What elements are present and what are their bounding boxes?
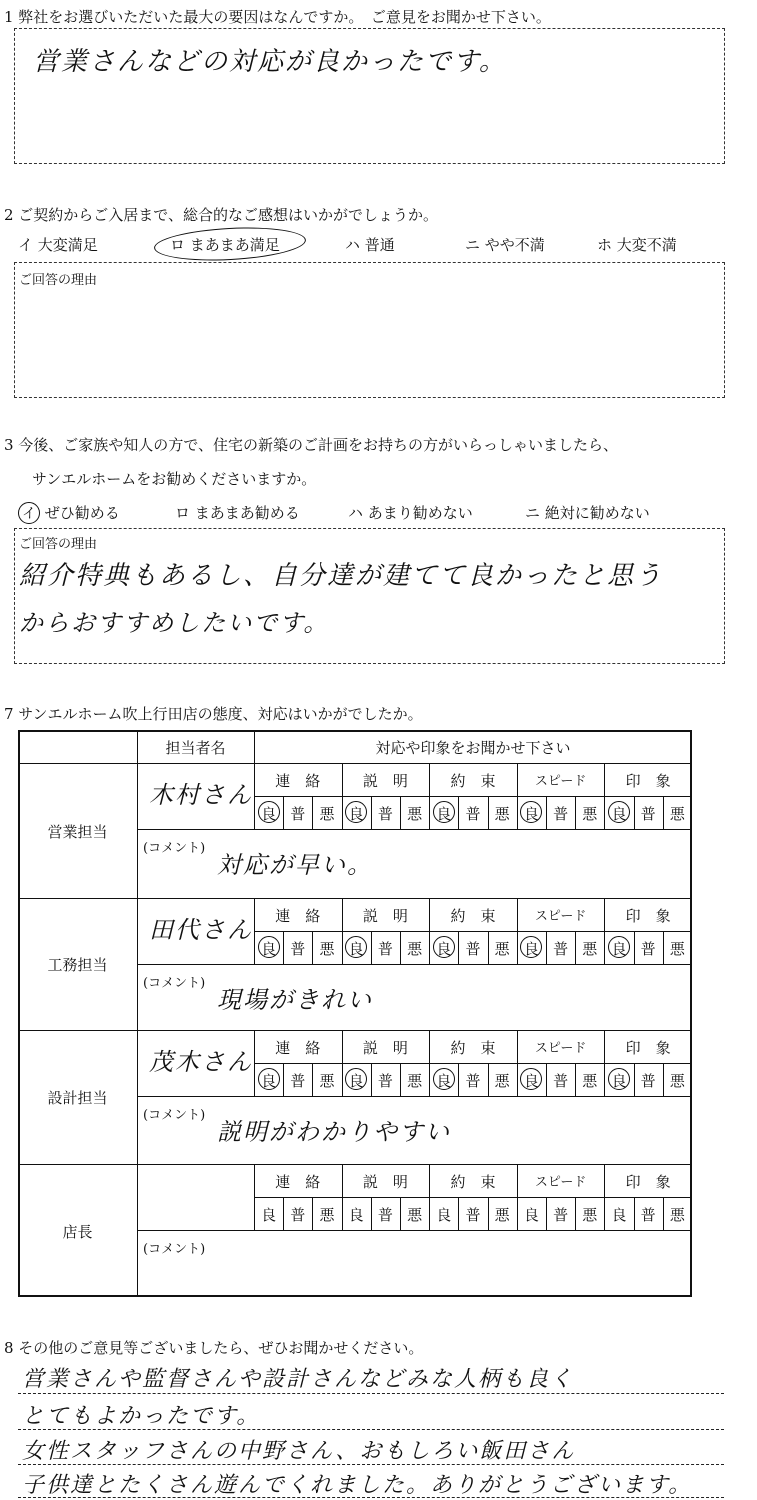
category-label: 説 明 bbox=[362, 1173, 408, 1191]
grade-selected-circle bbox=[258, 1068, 280, 1090]
grade-cell: 普 bbox=[465, 940, 481, 958]
grade-selected-circle bbox=[433, 1068, 455, 1090]
q3-option-4: ニ 絶対に勧めない bbox=[525, 504, 650, 522]
category-label: 説 明 bbox=[362, 772, 408, 790]
grade-cell: 悪 bbox=[494, 1072, 510, 1090]
comment-label: (コメント) bbox=[143, 1108, 206, 1123]
grade-cell: 普 bbox=[640, 805, 656, 823]
grade-cell: 悪 bbox=[494, 940, 510, 958]
grade-cell: 悪 bbox=[582, 940, 598, 958]
grade-cell: 悪 bbox=[669, 1206, 685, 1224]
q3-question-line1: 3 今後、ご家族や知人の方で、住宅の新築のご計画をお持ちの方がいらっしゃいましたら、 bbox=[4, 436, 619, 454]
category-label: 説 明 bbox=[362, 1039, 408, 1057]
grade-selected-circle bbox=[608, 1068, 630, 1090]
q1-answer: 営業さんなどの対応が良かったです。 bbox=[33, 47, 507, 77]
header-feedback: 対応や印象をお聞かせ下さい bbox=[375, 739, 571, 757]
header-staff-name: 担当者名 bbox=[165, 739, 226, 757]
role-label: 店長 bbox=[62, 1222, 93, 1241]
grade-cell: 良 bbox=[611, 1206, 627, 1224]
grade-cell: 普 bbox=[465, 1072, 481, 1090]
q2-reason-box bbox=[14, 262, 725, 398]
grade-cell: 普 bbox=[553, 940, 569, 958]
category-label: 連 絡 bbox=[275, 1173, 321, 1191]
grade-cell: 良 bbox=[611, 805, 627, 823]
q3-option-3: ハ あまり勧めない bbox=[348, 504, 473, 522]
comment-label: (コメント) bbox=[143, 976, 206, 991]
grade-cell: 悪 bbox=[494, 1206, 510, 1224]
grade-cell: 普 bbox=[290, 940, 306, 958]
grade-selected-circle bbox=[258, 936, 280, 958]
grade-cell: 良 bbox=[436, 1072, 452, 1090]
grade-cell: 普 bbox=[377, 805, 393, 823]
grade-cell: 悪 bbox=[669, 1072, 685, 1090]
grade-cell: 普 bbox=[377, 1072, 393, 1090]
q3-reason-label: ご回答の理由 bbox=[19, 537, 98, 552]
role-label: 設計担当 bbox=[47, 1089, 108, 1107]
grade-cell: 悪 bbox=[407, 940, 423, 958]
category-label: 印 象 bbox=[625, 772, 671, 790]
grade-cell: 良 bbox=[523, 1072, 539, 1090]
grade-cell: 良 bbox=[348, 1072, 364, 1090]
q8-question: 8 その他のご意見等ございましたら、ぜひお聞かせください。 bbox=[4, 1339, 424, 1357]
grade-cell: 普 bbox=[640, 1206, 656, 1224]
grade-cell: 普 bbox=[465, 1206, 481, 1224]
grade-selected-circle bbox=[433, 936, 455, 958]
category-label: スピード bbox=[534, 1041, 587, 1056]
q3-option-1 bbox=[18, 502, 120, 524]
grade-cell: 悪 bbox=[407, 805, 423, 823]
grade-cell: 悪 bbox=[582, 1072, 598, 1090]
category-label: スピード bbox=[534, 909, 587, 924]
q7-question: 7 サンエルホーム吹上行田店の態度、対応はいかがでしたか。 bbox=[4, 705, 423, 723]
q8-line-3: 女性スタッフさんの中野さん、おもしろい飯田さん bbox=[22, 1439, 576, 1464]
grade-cell: 悪 bbox=[582, 1206, 598, 1224]
staff-name: 茂木さん bbox=[149, 1048, 253, 1076]
grade-cell: 普 bbox=[553, 1072, 569, 1090]
q3-reason-line2: からおすすめしたいです。 bbox=[19, 609, 330, 637]
grade-cell: 良 bbox=[261, 1072, 277, 1090]
grade-cell: 普 bbox=[553, 1206, 569, 1224]
grade-cell: 良 bbox=[261, 940, 277, 958]
grade-selected-circle bbox=[608, 801, 630, 823]
category-label: 約 束 bbox=[450, 1039, 496, 1057]
grade-cell: 悪 bbox=[669, 940, 685, 958]
category-label: スピード bbox=[534, 774, 587, 789]
q3-option-1-label: ぜひ勧める bbox=[44, 504, 120, 522]
grade-selected-circle bbox=[433, 801, 455, 823]
staff-comment: 説明がわかりやすい bbox=[217, 1118, 451, 1146]
grade-cell: 普 bbox=[290, 805, 306, 823]
grade-cell: 普 bbox=[640, 1072, 656, 1090]
grade-cell: 普 bbox=[377, 940, 393, 958]
grade-cell: 普 bbox=[290, 1206, 306, 1224]
grade-cell: 悪 bbox=[319, 805, 335, 823]
grade-cell: 普 bbox=[553, 805, 569, 823]
category-label: 約 束 bbox=[450, 772, 496, 790]
role-label: 営業担当 bbox=[47, 822, 108, 841]
staff-comment: 対応が早い。 bbox=[217, 851, 373, 879]
q8-line-4: 子供達とたくさん遊んでくれました。ありがとうございます。 bbox=[22, 1473, 693, 1498]
q1-question: 1 弊社をお選びいただいた最大の要因はなんですか。 ご意見をお聞かせ下さい。 bbox=[4, 8, 551, 26]
grade-cell: 悪 bbox=[494, 805, 510, 823]
staff-name: 木村さん bbox=[149, 781, 253, 809]
grade-cell: 良 bbox=[261, 1206, 277, 1224]
category-label: 約 束 bbox=[450, 907, 496, 925]
grade-cell: 良 bbox=[436, 1206, 452, 1224]
q8-line-1: 営業さんや監督さんや設計さんなどみな人柄も良く bbox=[22, 1367, 575, 1392]
grade-cell: 悪 bbox=[319, 940, 335, 958]
category-label: 印 象 bbox=[625, 907, 671, 925]
grade-cell: 悪 bbox=[669, 805, 685, 823]
q3-option-2: ロ まあまあ勧める bbox=[175, 504, 300, 522]
category-label: 印 象 bbox=[625, 1173, 671, 1191]
q2-option-5: ホ 大変不満 bbox=[597, 236, 677, 254]
category-label: 連 絡 bbox=[275, 907, 321, 925]
category-label: 説 明 bbox=[362, 907, 408, 925]
grade-cell: 悪 bbox=[407, 1206, 423, 1224]
q2-question: 2 ご契約からご入居まで、総合的なご感想はいかがでしょうか。 bbox=[4, 206, 439, 224]
staff-comment: 現場がきれい bbox=[217, 986, 373, 1014]
grade-cell: 悪 bbox=[582, 805, 598, 823]
grade-cell: 普 bbox=[640, 940, 656, 958]
grade-cell: 良 bbox=[436, 805, 452, 823]
q2-reason-label: ご回答の理由 bbox=[19, 273, 98, 288]
q8-line-2: とてもよかったです。 bbox=[22, 1404, 261, 1429]
grade-cell: 普 bbox=[465, 805, 481, 823]
grade-cell: 良 bbox=[348, 805, 364, 823]
q2-option-3: ハ 普通 bbox=[345, 236, 395, 254]
grade-cell: 悪 bbox=[407, 1072, 423, 1090]
comment-label: (コメント) bbox=[143, 841, 206, 856]
grade-cell: 良 bbox=[523, 940, 539, 958]
grade-cell: 良 bbox=[436, 940, 452, 958]
grade-cell: 悪 bbox=[319, 1206, 335, 1224]
q1-answer-box bbox=[14, 28, 725, 164]
grade-cell: 良 bbox=[261, 805, 277, 823]
q3-option-1-mark: イ bbox=[18, 502, 40, 524]
q2-option-1: イ 大変満足 bbox=[18, 236, 98, 254]
q3-reason-line1: 紹介特典もあるし、自分達が建てて良かったと思う bbox=[19, 561, 664, 591]
category-label: 印 象 bbox=[625, 1039, 671, 1057]
q3-question-line2: サンエルホームをお勧めくださいますか。 bbox=[32, 470, 317, 488]
grade-cell: 良 bbox=[348, 1206, 364, 1224]
category-label: 約 束 bbox=[450, 1173, 496, 1191]
comment-label: (コメント) bbox=[143, 1242, 206, 1257]
grade-cell: 普 bbox=[290, 1072, 306, 1090]
grade-cell: 悪 bbox=[319, 1072, 335, 1090]
q2-selected-circle bbox=[153, 224, 306, 264]
grade-cell: 良 bbox=[348, 940, 364, 958]
grade-cell: 普 bbox=[377, 1206, 393, 1224]
grade-cell: 良 bbox=[611, 1072, 627, 1090]
grade-selected-circle bbox=[608, 936, 630, 958]
grade-cell: 良 bbox=[611, 940, 627, 958]
category-label: スピード bbox=[534, 1175, 587, 1190]
role-label: 工務担当 bbox=[47, 956, 108, 974]
grade-cell: 良 bbox=[523, 805, 539, 823]
q2-option-2: ロ まあまあ満足 bbox=[170, 236, 280, 254]
q3-reason-box bbox=[14, 528, 725, 664]
staff-name: 田代さん bbox=[149, 916, 253, 944]
q2-option-4: ニ やや不満 bbox=[465, 236, 545, 254]
category-label: 連 絡 bbox=[275, 772, 321, 790]
grade-cell: 良 bbox=[523, 1206, 539, 1224]
category-label: 連 絡 bbox=[275, 1039, 321, 1057]
grade-selected-circle bbox=[258, 801, 280, 823]
